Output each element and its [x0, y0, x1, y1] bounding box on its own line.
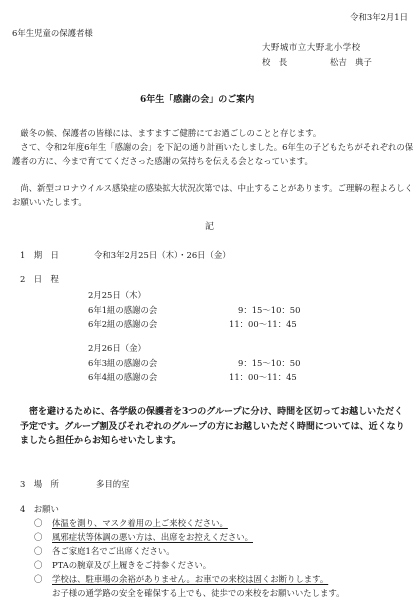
schedule-row-name: 6年2組の感謝の会 — [88, 319, 158, 329]
circle-bullet-icon: 〇 — [34, 532, 43, 542]
circle-bullet-icon: 〇 — [34, 518, 43, 528]
sender-school: 大野城市立大野北小学校 — [262, 42, 361, 52]
schedule-day-1-date: 2月25日（木） — [88, 290, 146, 300]
sender-name: 松吉 典子 — [330, 57, 372, 67]
circle-bullet-icon: 〇 — [34, 574, 43, 584]
circle-bullet-icon: 〇 — [34, 546, 43, 556]
schedule-row-time: 9：15～10：50 — [238, 305, 301, 315]
schedule-row-time: 9：15～10：50 — [238, 358, 301, 368]
schedule-label: 2 日 程 — [20, 274, 59, 284]
ki-mark: 記 — [205, 222, 215, 232]
circle-bullet-icon: 〇 — [34, 560, 43, 570]
letter-date: 令和3年2月1日 — [350, 12, 408, 22]
request-item-text: 学校は、駐車場の余裕がありません。お車での来校は固くお断りします。 — [52, 574, 329, 584]
period-value: 令和3年2月25日（木）・26日（金） — [94, 250, 231, 260]
request-item-text: 体温を測り、マスク着用の上ご来校ください。 — [52, 518, 228, 528]
request-item — [34, 575, 328, 583]
schedule-day-2-date: 2月26日（金） — [88, 343, 146, 353]
request-item — [34, 547, 175, 555]
request-item — [34, 519, 228, 527]
place-label: 3 場 所 — [20, 479, 59, 489]
request-footer: お子様の通学路の安全を確保する上でも、徒歩での来校をお願いいたします。 — [52, 588, 345, 598]
schedule-row-name: 6年4組の感謝の会 — [88, 372, 158, 382]
body-paragraph-covid: 尚、新型コロナウイルス感染症の感染拡大状況次第では、中止することがあります。ご理解の程よろしくお願いいたします。 — [12, 183, 413, 207]
schedule-row-time: 11：00～11：45 — [229, 319, 297, 329]
place-value: 多目的室 — [96, 479, 130, 489]
schedule-row-name: 6年1組の感謝の会 — [88, 305, 158, 315]
request-item-text: 風邪症状等体調の悪い方は、出席をお控えください。 — [52, 532, 253, 542]
request-item — [34, 533, 253, 541]
schedule-row-time: 11：00～11：45 — [229, 372, 297, 382]
requests-label: 4 お願い — [20, 504, 59, 514]
schedule-row-name: 6年3組の感謝の会 — [88, 358, 158, 368]
body-paragraph-greeting: 厳冬の候、保護者の皆様には、ますますご健勝にてお過ごしのことと存じます。 — [20, 128, 322, 138]
request-item — [34, 561, 211, 569]
letter-title: 6年生「感謝の会」のご案内 — [140, 95, 255, 105]
recipient: 6年生児童の保護者様 — [12, 28, 93, 38]
request-item-text: PTAの腕章及び上履きをご持参ください。 — [52, 560, 212, 570]
sender-role: 校 長 — [262, 57, 288, 67]
attendance-notice: 密を避けるために、各学級の保護者を3つのグループに分け、時間を区切ってお越しいただく予定です。グループ割及びそれぞれのグループの方にお越しいただく時間については、近くなりましたら担任からお知らせいたします。 — [20, 407, 405, 446]
body-paragraph-plan: さて、令和2年度6年生「感謝の会」を下記の通り計画いたしました。6年生の子どもたちがそれぞれの保護者の方に、今まで育ててくださった感謝の気持ちを伝える会となっています。 — [12, 142, 414, 166]
period-label: 1 期 日 — [20, 250, 59, 260]
request-item-text: 各ご家庭1名でご出席ください。 — [52, 546, 175, 556]
